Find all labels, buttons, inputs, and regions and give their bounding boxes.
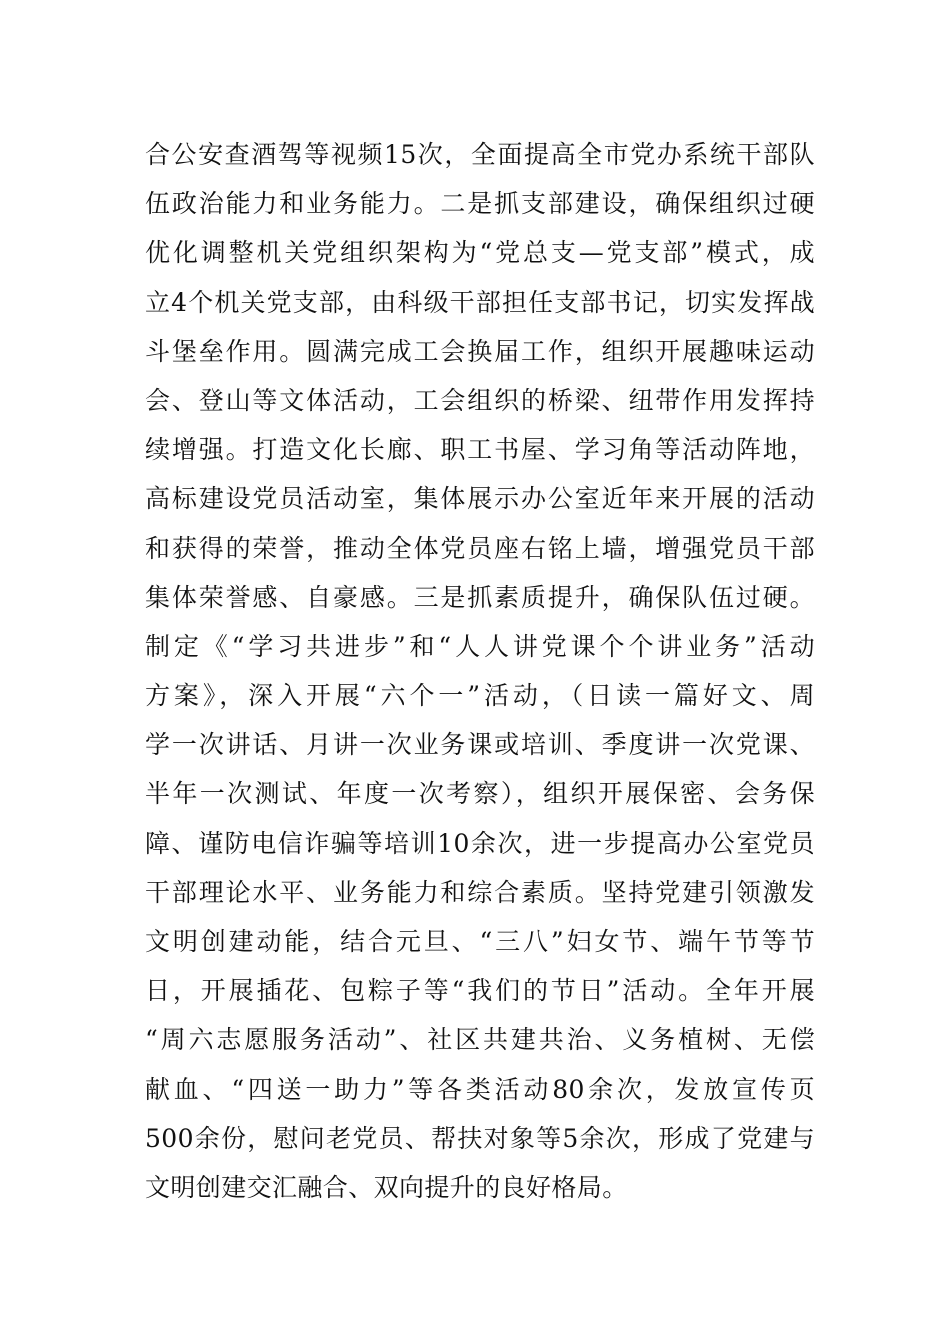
text-line: 方案》，深入开展“六个一”活动，（日读一篇好文、周 bbox=[145, 681, 815, 711]
body-paragraph bbox=[145, 130, 815, 1212]
text-line: 日，开展插花、包粽子等“我们的节日”活动。全年开展 bbox=[145, 976, 815, 1006]
text-line: 制定《“学习共进步”和“人人讲党课个个讲业务”活动 bbox=[145, 631, 815, 661]
text-line: 会、登山等文体活动，工会组织的桥梁、纽带作用发挥持 bbox=[145, 385, 815, 415]
text-line: 集体荣誉感、自豪感。三是抓素质提升，确保队伍过硬。 bbox=[145, 582, 815, 612]
text-line: 献血、“四送一助力”等各类活动80余次，发放宣传页 bbox=[145, 1074, 815, 1104]
text-line: 文明创建交汇融合、双向提升的良好格局。 bbox=[145, 1172, 628, 1202]
text-line: 斗堡垒作用。圆满完成工会换届工作，组织开展趣味运动 bbox=[145, 336, 815, 366]
text-line: 500余份，慰问老党员、帮扶对象等5余次，形成了党建与 bbox=[145, 1123, 815, 1153]
text-line: 续增强。打造文化长廊、职工书屋、学习角等活动阵地， bbox=[145, 435, 815, 465]
text-line: 干部理论水平、业务能力和综合素质。坚持党建引领激发 bbox=[145, 877, 815, 907]
text-line: 合公安查酒驾等视频15次，全面提高全市党办系统干部队 bbox=[145, 140, 815, 169]
text-line: 立4个机关党支部，由科级干部担任支部书记，切实发挥战 bbox=[145, 287, 815, 317]
text-line: 伍政治能力和业务能力。二是抓支部建设，确保组织过硬 bbox=[145, 189, 815, 219]
text-line: 障、谨防电信诈骗等培训10余次，进一步提高办公室党员 bbox=[145, 828, 815, 858]
text-line: 和获得的荣誉，推动全体党员座右铭上墙，增强党员干部 bbox=[145, 533, 815, 563]
text-line: “周六志愿服务活动”、社区共建共治、义务植树、无偿 bbox=[145, 1025, 815, 1055]
text-line: 高标建设党员活动室，集体展示办公室近年来开展的活动 bbox=[145, 484, 815, 514]
text-line: 学一次讲话、月讲一次业务课或培训、季度讲一次党课、 bbox=[145, 730, 815, 760]
text-line: 文明创建动能，结合元旦、“三八”妇女节、端午节等节 bbox=[145, 927, 815, 956]
text-line: 优化调整机关党组织架构为“党总支—党支部”模式，成 bbox=[145, 238, 815, 268]
text-line: 半年一次测试、年度一次考察），组织开展保密、会务保 bbox=[145, 779, 815, 809]
